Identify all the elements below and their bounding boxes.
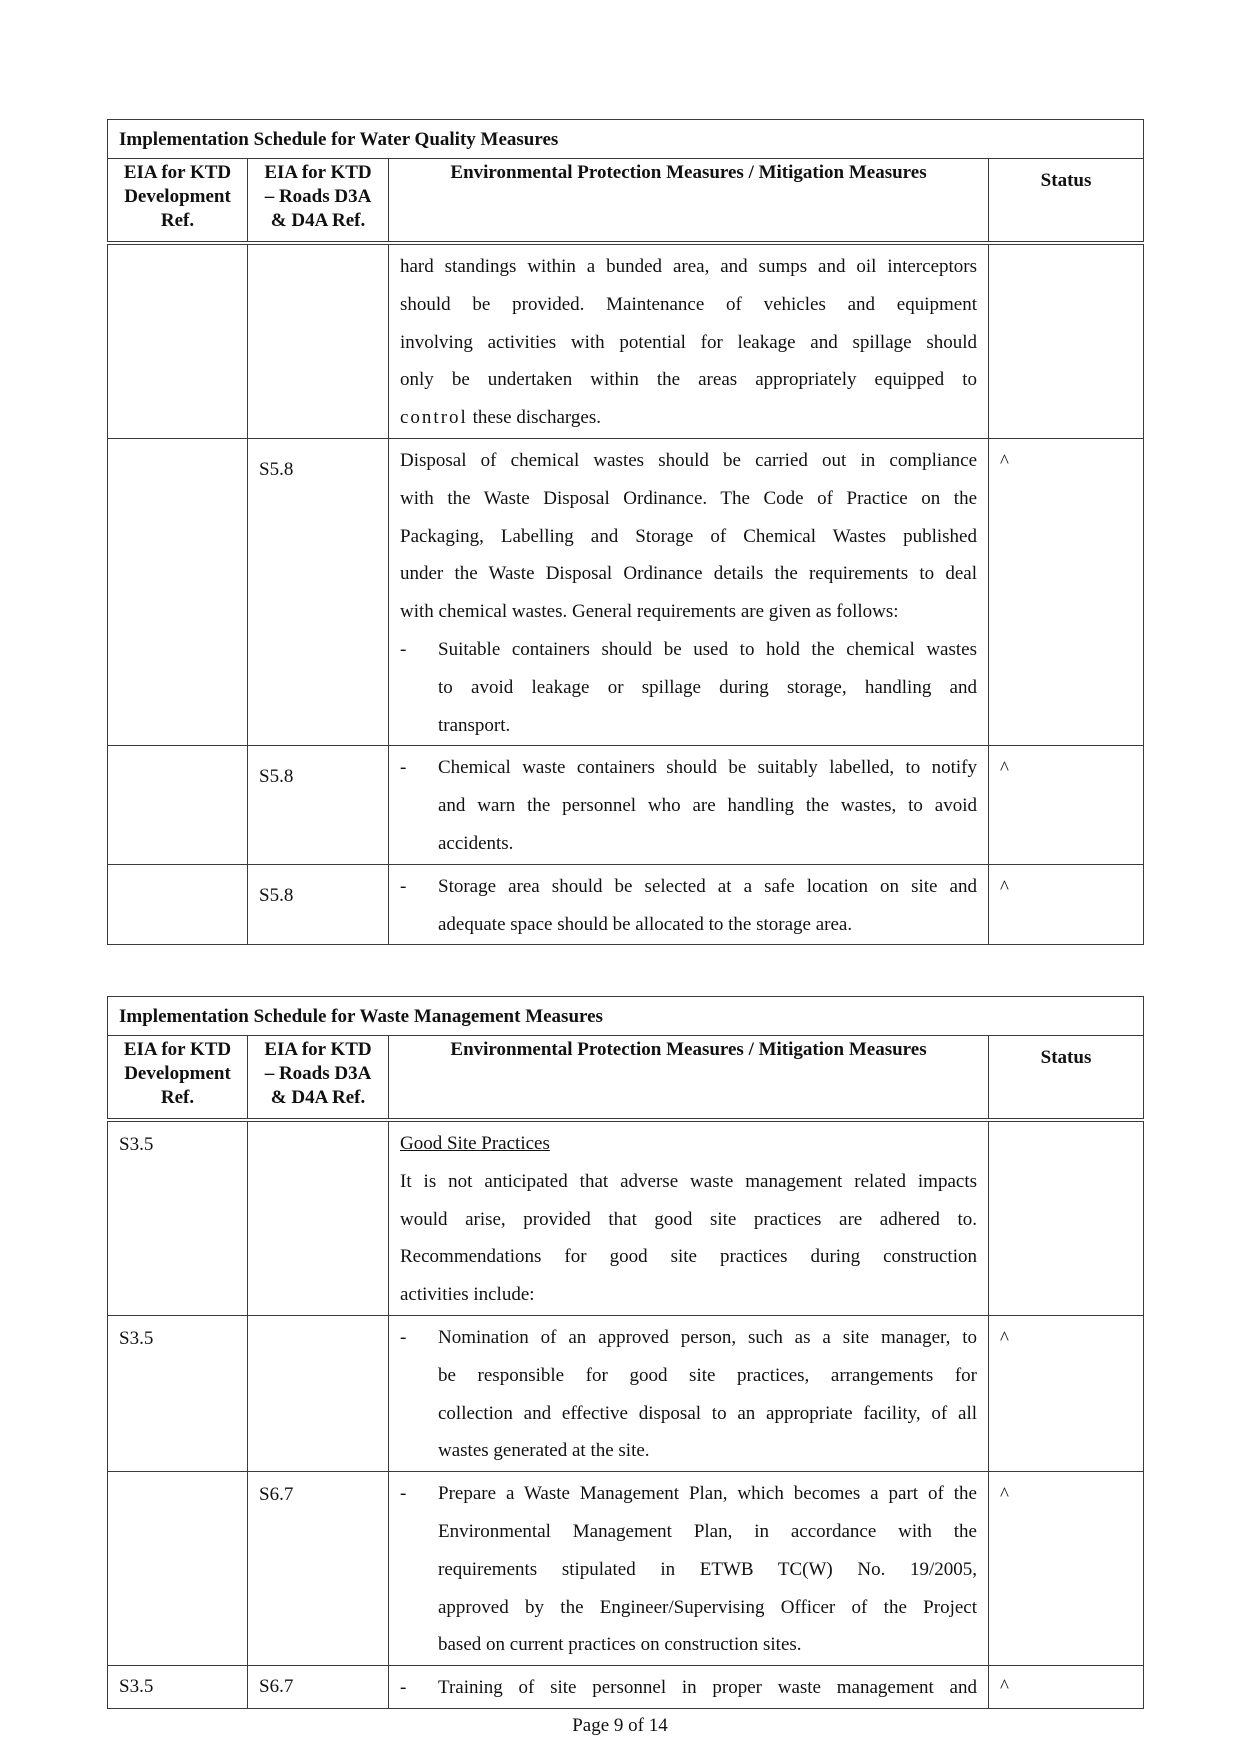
status-cell: ^ — [989, 1666, 1144, 1709]
measure-cell — [389, 1315, 989, 1471]
bullet-item: - Suitable containers should be used to hold the chemical wastes to avoid leakage or spillage during storage, handling and transport. — [400, 638, 977, 736]
roads-ref-cell — [248, 243, 389, 438]
col-header-roads-ref: EIA for KTD – Roads D3A & D4A Ref. — [248, 159, 389, 244]
bullet-item: - Storage area should be selected at a safe location on site and adequate space should be allocated to the storage area. — [400, 875, 977, 935]
measure-cell: Disposal of chemical wastes should be carried out in compliance with the Waste Disposal Ordinance. The Code of Practice on the Packaging, Labelling and Storage of Chemical Wastes published under the Waste Disposal Ordinance details the requirements to deal with chemical wastes. General requirements are given as follows: - Suitable containers should be used to hold the chemical wastes to avoid leakage or spillage during storage, handling and transport. — [389, 438, 989, 745]
table-row — [108, 746, 1144, 864]
water-quality-schedule-table — [107, 119, 1144, 945]
roads-ref-cell: S5.8 — [248, 438, 389, 745]
dev-ref-cell: S3.5 — [108, 1120, 248, 1315]
waste-management-table-title: Implementation Schedule for Waste Management Measures — [108, 997, 1144, 1036]
col-header-measures: Environmental Protection Measures / Mitigation Measures — [389, 1036, 989, 1121]
col-header-dev-ref: EIA for KTD Development Ref. — [108, 159, 248, 244]
measure-cell — [389, 1472, 989, 1666]
col-header-roads-ref: EIA for KTD – Roads D3A & D4A Ref. — [248, 1036, 389, 1121]
table-row — [108, 1472, 1144, 1666]
measure-cell: Good Site Practices It is not anticipated that adverse waste management related impacts would arise, provided that good site practices are adhered to. Recommendations for good site practices during construction activities include: — [389, 1120, 989, 1315]
col-header-status: Status — [989, 159, 1144, 244]
roads-ref-cell: S6.7 — [248, 1472, 389, 1666]
bullet-item: - Nomination of an approved person, such as a site manager, to be responsible for good site practices, arrangements for collection and effective disposal to an appropriate facility, of all wastes generated at the site. — [400, 1326, 977, 1462]
roads-ref-cell — [248, 1315, 389, 1471]
dev-ref-cell: S3.5 — [108, 1666, 248, 1709]
water-quality-header-row — [108, 159, 1144, 244]
table-row — [108, 1120, 1144, 1315]
dev-ref-cell — [108, 243, 248, 438]
bullet-item: - Prepare a Waste Management Plan, which becomes a part of the Environmental Management Plan, in accordance with the requirements stipulated in ETWB TC(W) No. 19/2005, approved by the Engineer/Supervising Officer of the Project based on current practices on construction sites. — [400, 1483, 977, 1656]
status-cell: ^ — [989, 1472, 1144, 1666]
col-header-measures: Environmental Protection Measures / Mitigation Measures — [389, 159, 989, 244]
table-row — [108, 1666, 1144, 1709]
status-cell: ^ — [989, 1315, 1144, 1471]
status-cell: ^ — [989, 746, 1144, 864]
measure-cell — [389, 864, 989, 945]
status-cell: ^ — [989, 864, 1144, 945]
status-cell: ^ — [989, 438, 1144, 745]
table-row — [108, 243, 1144, 438]
dev-ref-cell — [108, 1472, 248, 1666]
bullet-item: - Chemical waste containers should be suitably labelled, to notify and warn the personnel who are handling the wastes, to avoid accidents. — [400, 757, 977, 854]
dev-ref-cell — [108, 864, 248, 945]
page-number: Page 9 of 14 — [572, 1715, 668, 1736]
table-row — [108, 864, 1144, 945]
measure-cell — [389, 746, 989, 864]
waste-management-header-row — [108, 1036, 1144, 1121]
section-heading: Good Site Practices — [400, 1133, 550, 1154]
water-quality-table-title: Implementation Schedule for Water Quality Measures — [108, 120, 1144, 159]
roads-ref-cell — [248, 1120, 389, 1315]
dev-ref-cell — [108, 746, 248, 864]
status-cell — [989, 243, 1144, 438]
dev-ref-cell: S3.5 — [108, 1315, 248, 1471]
waste-management-schedule-table — [107, 996, 1144, 1709]
table-row — [108, 1315, 1144, 1471]
dev-ref-cell — [108, 438, 248, 745]
roads-ref-cell: S5.8 — [248, 864, 389, 945]
col-header-status: Status — [989, 1036, 1144, 1121]
col-header-dev-ref: EIA for KTD Development Ref. — [108, 1036, 248, 1121]
roads-ref-cell: S6.7 — [248, 1666, 389, 1709]
status-cell — [989, 1120, 1144, 1315]
table-row — [108, 438, 1144, 745]
measure-cell: hard standings within a bunded area, and sumps and oil interceptors should be provided. Maintenance of vehicles and equipment involving activities with potential for leakage and spillage should only be undertaken within the areas appropriately equipped to control these discharges. — [389, 243, 989, 438]
bullet-item: - Training of site personnel in proper waste management and — [400, 1677, 977, 1699]
roads-ref-cell: S5.8 — [248, 746, 389, 864]
measure-cell — [389, 1666, 989, 1709]
